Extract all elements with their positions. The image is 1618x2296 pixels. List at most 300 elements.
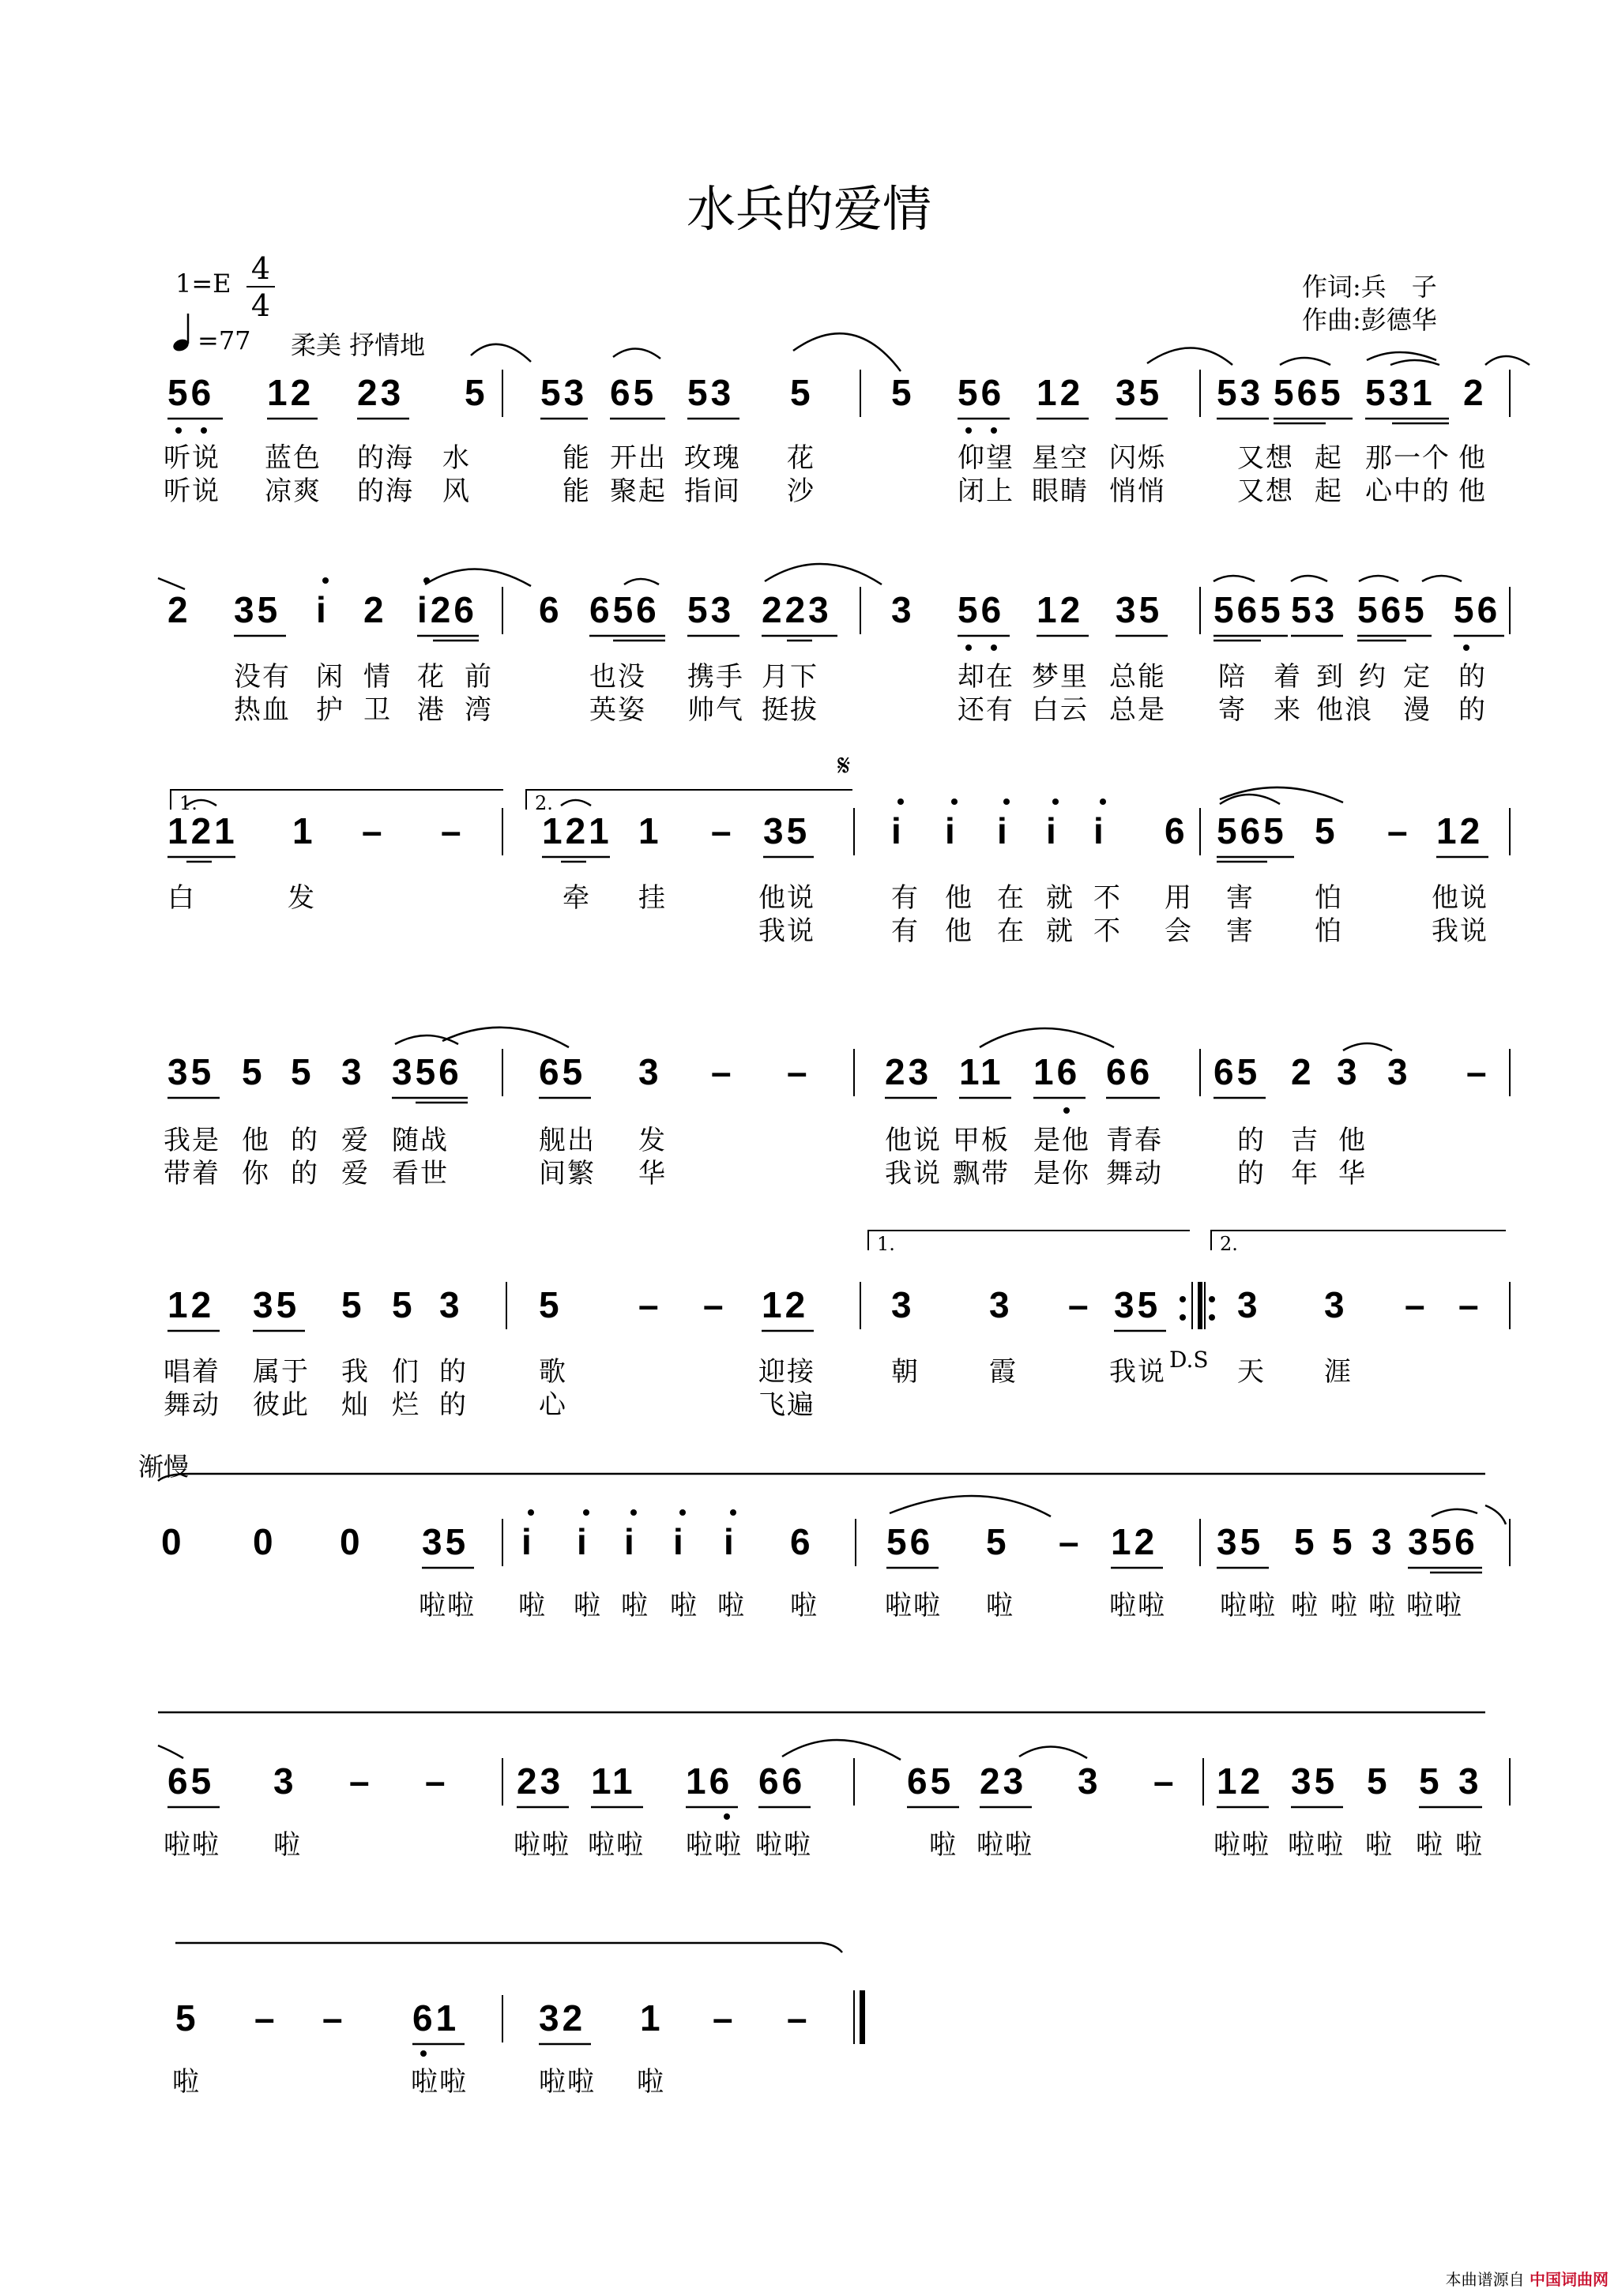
note-group: – (322, 1997, 346, 2039)
lyric: 的海 (357, 442, 414, 474)
lyric: 我说 (758, 915, 815, 947)
lyric: 的 (439, 1389, 468, 1421)
lyric: 们 (392, 1356, 420, 1388)
note-group: 5 (175, 1997, 199, 2039)
lyric: 定 (1403, 661, 1432, 693)
lyric: 你 (242, 1158, 270, 1189)
note-group: 3 (1387, 1051, 1411, 1092)
lyric: 有 (891, 915, 920, 947)
lyric: 啦 (621, 1590, 649, 1621)
lyric: 怕 (1315, 915, 1343, 947)
lyric: 舞动 (1106, 1158, 1163, 1189)
note-group: – (441, 810, 465, 851)
lyric: 华 (1338, 1158, 1367, 1189)
lyric: 灿 (341, 1389, 370, 1421)
volta-1: 1. (867, 1230, 1190, 1250)
note-group: 61 (412, 1997, 460, 2039)
lyric: 啦 (574, 1590, 602, 1621)
lyric: 啦啦 (588, 1829, 645, 1861)
lyric: 的 (1237, 1125, 1266, 1156)
note-group: – (638, 1284, 662, 1325)
note-group: – (703, 1284, 727, 1325)
note-group: – (711, 1051, 735, 1092)
note-group: 23 (517, 1761, 564, 1802)
lyric: 陪 (1218, 661, 1247, 693)
note-group: 3 (1237, 1284, 1261, 1325)
note-group: 53 (540, 372, 588, 413)
note-group: 11 (591, 1761, 636, 1802)
note-group: i (673, 1521, 687, 1562)
note-group: 56 (958, 589, 1005, 630)
lyric: 啦 (790, 1590, 818, 1621)
lyric: 梦里 (1032, 661, 1089, 693)
note-group: 5 (1367, 1761, 1390, 1802)
note-group: 35 (1114, 1284, 1161, 1325)
lyric: 英姿 (589, 694, 646, 726)
lyric: 啦 (670, 1590, 698, 1621)
lyric: 华 (638, 1158, 667, 1189)
note-group: – (713, 1997, 736, 2039)
note-group: – (254, 1997, 278, 2039)
lyric: 不 (1093, 915, 1122, 947)
note-group: i (997, 810, 1010, 851)
lyric: 开出 (610, 442, 667, 474)
note-group: – (1387, 810, 1411, 851)
volta-2: 2. (525, 789, 852, 810)
lyric: 啦啦 (411, 2066, 468, 2098)
note-group: 65 (167, 1761, 215, 1802)
lyric: 啦啦 (1288, 1829, 1345, 1861)
note-group: 5 (1419, 1761, 1443, 1802)
lyric: 飘带 (953, 1158, 1010, 1189)
lyric: 风 (442, 475, 471, 507)
note-group: 66 (758, 1761, 806, 1802)
lyric: 啦 (637, 2066, 665, 2098)
note-group: 2 (1291, 1051, 1315, 1092)
note-group: 35 (763, 810, 811, 851)
note-group: 35 (1217, 1521, 1264, 1562)
lyric: 啦 (1365, 1829, 1394, 1861)
lyric: 啦 (172, 2066, 201, 2098)
note-group: 35 (422, 1521, 469, 1562)
note-group: 6 (790, 1521, 814, 1562)
note-group: 2 (1463, 372, 1487, 413)
note-group: 5 (986, 1521, 1010, 1562)
note-group: – (711, 810, 735, 851)
lyric: 他 (945, 882, 973, 914)
lyric: 的 (1237, 1158, 1266, 1189)
lyric: 是你 (1033, 1158, 1090, 1189)
time-sig-top: 4 (250, 251, 271, 286)
note-group: 66 (1106, 1051, 1153, 1092)
note-group: 5 (341, 1284, 365, 1325)
lyric: 挺拔 (762, 694, 818, 726)
note-group: i (945, 810, 958, 851)
note-group: 3 (1324, 1284, 1348, 1325)
lyric: 爱 (341, 1158, 370, 1189)
lyric: 悄悄 (1109, 475, 1166, 507)
tempo-change: 渐慢 (138, 1452, 190, 1482)
segno-icon: 𝄋 (837, 748, 851, 783)
note-group: – (1153, 1761, 1177, 1802)
note-group: 121 (542, 810, 612, 851)
lyric: 啦 (929, 1829, 958, 1861)
lyric: 啦啦 (1220, 1590, 1277, 1621)
lyric: 蓝色 (265, 442, 322, 474)
note-group: 12 (167, 1284, 215, 1325)
note-group: 356 (392, 1051, 462, 1092)
lyric: 的 (1458, 661, 1487, 693)
lyric: 总是 (1109, 694, 1166, 726)
note-group: 12 (762, 1284, 809, 1325)
note-group: 0 (161, 1521, 185, 1562)
note-group: 11 (959, 1051, 1004, 1092)
note-group: 531 (1365, 372, 1436, 413)
lyric: 凉爽 (265, 475, 322, 507)
lyric: 随战 (392, 1125, 449, 1156)
note-group: – (787, 1997, 811, 2039)
note-group: 3 (1337, 1051, 1360, 1092)
note-group: 565 (1274, 372, 1344, 413)
lyric: 起 (1315, 442, 1343, 474)
lyric: 啦 (518, 1590, 547, 1621)
lyric: 着 (1274, 661, 1302, 693)
lyric: 啦 (1368, 1590, 1397, 1621)
lyric: 他 (1458, 442, 1487, 474)
lyric: 舞动 (164, 1389, 220, 1421)
note-group: 65 (1214, 1051, 1261, 1092)
lyric: 也没 (589, 661, 646, 693)
note-group: i (624, 1521, 638, 1562)
note-group: 16 (1033, 1051, 1081, 1092)
lyric: 起 (1315, 475, 1343, 507)
lyric: 的 (439, 1356, 468, 1388)
lyric: 眼睛 (1032, 475, 1089, 507)
note-group: 65 (539, 1051, 586, 1092)
note-group: 3 (1458, 1761, 1482, 1802)
lyric: 他浪 (1316, 694, 1373, 726)
lyric: 啦啦 (419, 1590, 476, 1621)
lyric: 挂 (638, 882, 667, 914)
lyric: 啦 (717, 1590, 746, 1621)
lyric: 热血 (234, 694, 291, 726)
lyric: 啦啦 (976, 1829, 1033, 1861)
note-group: i (1046, 810, 1059, 851)
note-group: – (362, 810, 386, 851)
lyric: 湾 (465, 694, 493, 726)
lyric: 携手 (687, 661, 744, 693)
lyric: 听说 (164, 475, 220, 507)
lyric: 卫 (363, 694, 392, 726)
note-group: 5 (1294, 1521, 1318, 1562)
lyric: 听说 (164, 442, 220, 474)
lyric: 青春 (1106, 1125, 1163, 1156)
lyric: 啦 (986, 1590, 1014, 1621)
lyric: 没有 (234, 661, 291, 693)
note-group: 223 (762, 589, 832, 630)
note-group: – (425, 1761, 449, 1802)
lyric: 来 (1274, 694, 1302, 726)
note-group: 35 (1116, 589, 1163, 630)
note-group: i (577, 1521, 590, 1562)
lyric: 他说 (1432, 882, 1488, 914)
lyric: 漫 (1403, 694, 1432, 726)
lyric: 不 (1093, 882, 1122, 914)
note-group: – (1458, 1284, 1482, 1325)
lyric: 我 (341, 1356, 370, 1388)
lyric: 啦啦 (539, 2066, 596, 2098)
lyric: 啦 (1291, 1590, 1319, 1621)
note-group: 35 (253, 1284, 300, 1325)
note-group: 16 (686, 1761, 733, 1802)
key-signature: 1=E (175, 269, 231, 299)
note-group: – (1405, 1284, 1428, 1325)
lyric: 爱 (341, 1125, 370, 1156)
note-group: 0 (340, 1521, 363, 1562)
note-group: 35 (1291, 1761, 1338, 1802)
lyric: 聚起 (610, 475, 667, 507)
note-group: 23 (980, 1761, 1027, 1802)
lyric: 带着 (164, 1158, 220, 1189)
volta-1: 1. (170, 789, 503, 810)
lyric: 心中的 (1365, 475, 1451, 507)
lyric: 又想 (1237, 475, 1294, 507)
note-group: 53 (687, 589, 735, 630)
lyric: 霞 (989, 1356, 1018, 1388)
note-group: 5 (1315, 810, 1338, 851)
lyric: 我说 (1432, 915, 1488, 947)
lyric: 飞遍 (758, 1389, 815, 1421)
note-group: 6 (539, 589, 563, 630)
lyric: 啦啦 (1406, 1590, 1463, 1621)
lyric: 仰望 (958, 442, 1014, 474)
note-group: 5 (291, 1051, 314, 1092)
lyric: 害 (1226, 882, 1255, 914)
lyric: 害 (1226, 915, 1255, 947)
lyric: 前 (465, 661, 493, 693)
lyric: 啦 (1330, 1590, 1359, 1621)
note-group: i (891, 810, 905, 851)
note-group: 5 (790, 372, 814, 413)
lyric: 啦 (1455, 1829, 1484, 1861)
note-group: 56 (1454, 589, 1501, 630)
note-group: 3 (989, 1284, 1013, 1325)
lyric: 朝 (891, 1356, 920, 1388)
note-group: 5 (539, 1284, 563, 1325)
note-group: 3 (341, 1051, 365, 1092)
note-group: 12 (1037, 589, 1084, 630)
lyric: 歌 (539, 1356, 567, 1388)
lyric: 甲板 (953, 1125, 1010, 1156)
note-group: 35 (167, 1051, 215, 1092)
lyric: 白云 (1032, 694, 1089, 726)
note-group: 12 (1217, 1761, 1264, 1802)
lyric: 天 (1237, 1356, 1266, 1388)
lyric: 在 (997, 882, 1025, 914)
note-group: 1 (638, 810, 662, 851)
note-group: 12 (267, 372, 314, 413)
lyric: 间繁 (539, 1158, 596, 1189)
lyric: 我说 (885, 1158, 942, 1189)
lyric: 会 (1165, 915, 1193, 947)
lyric: 的 (291, 1125, 319, 1156)
note-group: 3 (891, 1284, 915, 1325)
lyric: 星空 (1032, 442, 1089, 474)
note-group: 5 (891, 372, 915, 413)
lyric: 能 (563, 442, 591, 474)
note-group: – (1466, 1051, 1490, 1092)
lyric: 的 (1458, 694, 1487, 726)
note-group: 0 (253, 1521, 277, 1562)
note-group: 5 (465, 372, 488, 413)
note-group: – (787, 1051, 811, 1092)
note-group: – (349, 1761, 373, 1802)
note-group: – (1068, 1284, 1092, 1325)
lyric: 迎接 (758, 1356, 815, 1388)
note-group: 3 (891, 589, 915, 630)
lyric: 的海 (357, 475, 414, 507)
note-group: 53 (1291, 589, 1338, 630)
note-group: 56 (167, 372, 215, 413)
lyric: 水 (442, 442, 471, 474)
lyric: 发 (638, 1125, 667, 1156)
lyric: 啦 (1416, 1829, 1444, 1861)
note-group: 3 (1078, 1761, 1101, 1802)
note-group: 35 (1116, 372, 1163, 413)
note-group: 32 (539, 1997, 586, 2039)
note-group: 65 (907, 1761, 954, 1802)
note-group: 3 (273, 1761, 297, 1802)
lyric: 月下 (762, 661, 818, 693)
lyric: 就 (1046, 915, 1074, 947)
note-group: 2 (363, 589, 387, 630)
note-group: 53 (1217, 372, 1264, 413)
note-group: 56 (958, 372, 1005, 413)
lyric: 啦啦 (755, 1829, 812, 1861)
lyric: 看世 (392, 1158, 449, 1189)
lyric: 闲 (316, 661, 344, 693)
lyric: 舰出 (539, 1125, 596, 1156)
note-group: i (316, 589, 329, 630)
lyric: 我说 (1109, 1356, 1166, 1388)
note-group: i (1093, 810, 1107, 851)
note-group: 1 (292, 810, 316, 851)
composer-credit: 作曲:彭德华 (1302, 305, 1437, 335)
note-group: 5 (242, 1051, 265, 1092)
note-group: 12 (1037, 372, 1084, 413)
song-title: 水兵的爱情 (686, 180, 931, 238)
lyric: 啦啦 (686, 1829, 743, 1861)
note-group: 1 (640, 1997, 664, 2039)
note-group: 5 (392, 1284, 416, 1325)
lyric: 我是 (164, 1125, 220, 1156)
volta-2: 2. (1210, 1230, 1506, 1250)
lyric: 闪烁 (1109, 442, 1166, 474)
lyric: 在 (997, 915, 1025, 947)
tempo-marking: =77 (198, 325, 251, 355)
lyric: 花 (787, 442, 815, 474)
lyric: 又想 (1237, 442, 1294, 474)
lyric: 玫瑰 (684, 442, 741, 474)
lyric: 白 (167, 882, 196, 914)
lyric: 年 (1291, 1158, 1319, 1189)
lyric: 就 (1046, 882, 1074, 914)
note-group: 121 (167, 810, 238, 851)
note-group: 565 (1214, 589, 1284, 630)
lyric: 牵 (563, 882, 591, 914)
lyric: 寄 (1218, 694, 1247, 726)
lyric: 啦啦 (1214, 1829, 1270, 1861)
lyric: 他说 (885, 1125, 942, 1156)
lyric: 到 (1316, 661, 1345, 693)
lyric: 指间 (684, 475, 741, 507)
lyric: 属于 (253, 1356, 310, 1388)
footer-source (1446, 2267, 1609, 2290)
note-group: 356 (1408, 1521, 1478, 1562)
note-group: 56 (886, 1521, 934, 1562)
lyric: 发 (288, 882, 316, 914)
note-group: 35 (234, 589, 281, 630)
note-group: i26 (417, 589, 477, 630)
lyric: 那一个 (1365, 442, 1451, 474)
lyric: 沙 (787, 475, 815, 507)
note-group: 6 (1165, 810, 1188, 851)
lyric: 护 (316, 694, 344, 726)
lyric: 涯 (1324, 1356, 1353, 1388)
lyric: 他 (1338, 1125, 1367, 1156)
note-group: 12 (1436, 810, 1484, 851)
lyric: 怕 (1315, 882, 1343, 914)
footer-left: 本曲谱源自 (1445, 2270, 1525, 2289)
note-group: 5 (1332, 1521, 1356, 1562)
lyric: 情 (363, 661, 392, 693)
note-group: 656 (589, 589, 660, 630)
lyricist-credit: 作词:兵 子 (1302, 272, 1437, 302)
lyric: 啦啦 (885, 1590, 942, 1621)
lyric: 的 (291, 1158, 319, 1189)
note-group: 565 (1357, 589, 1428, 630)
lyric: 能 (563, 475, 591, 507)
note-group: – (1059, 1521, 1082, 1562)
lyric: 吉 (1291, 1125, 1319, 1156)
lyric: 还有 (958, 694, 1014, 726)
lyric: 他 (945, 915, 973, 947)
note-group: 3 (439, 1284, 463, 1325)
note-group: i (724, 1521, 737, 1562)
note-group: 53 (687, 372, 735, 413)
lyric: 闭上 (958, 475, 1014, 507)
lyric: 烂 (392, 1389, 420, 1421)
lyric: 他说 (758, 882, 815, 914)
lyric: 心 (539, 1389, 567, 1421)
lyric: 啦啦 (164, 1829, 220, 1861)
expression-marking: 柔美 抒情地 (291, 330, 426, 360)
note-group: 2 (167, 589, 191, 630)
note-group: i (521, 1521, 535, 1562)
footer-site[interactable]: 中国词曲网 (1530, 2270, 1609, 2289)
note-group: 23 (357, 372, 404, 413)
lyric: 花 (417, 661, 446, 693)
lyric: 港 (417, 694, 446, 726)
lyric: 啦啦 (1109, 1590, 1166, 1621)
lyric: 有 (891, 882, 920, 914)
lyric: 用 (1165, 882, 1193, 914)
lyric: 帅气 (687, 694, 744, 726)
lyric: 却在 (958, 661, 1014, 693)
lyric: 总能 (1109, 661, 1166, 693)
note-group: 65 (610, 372, 657, 413)
lyric: 他 (1458, 475, 1487, 507)
